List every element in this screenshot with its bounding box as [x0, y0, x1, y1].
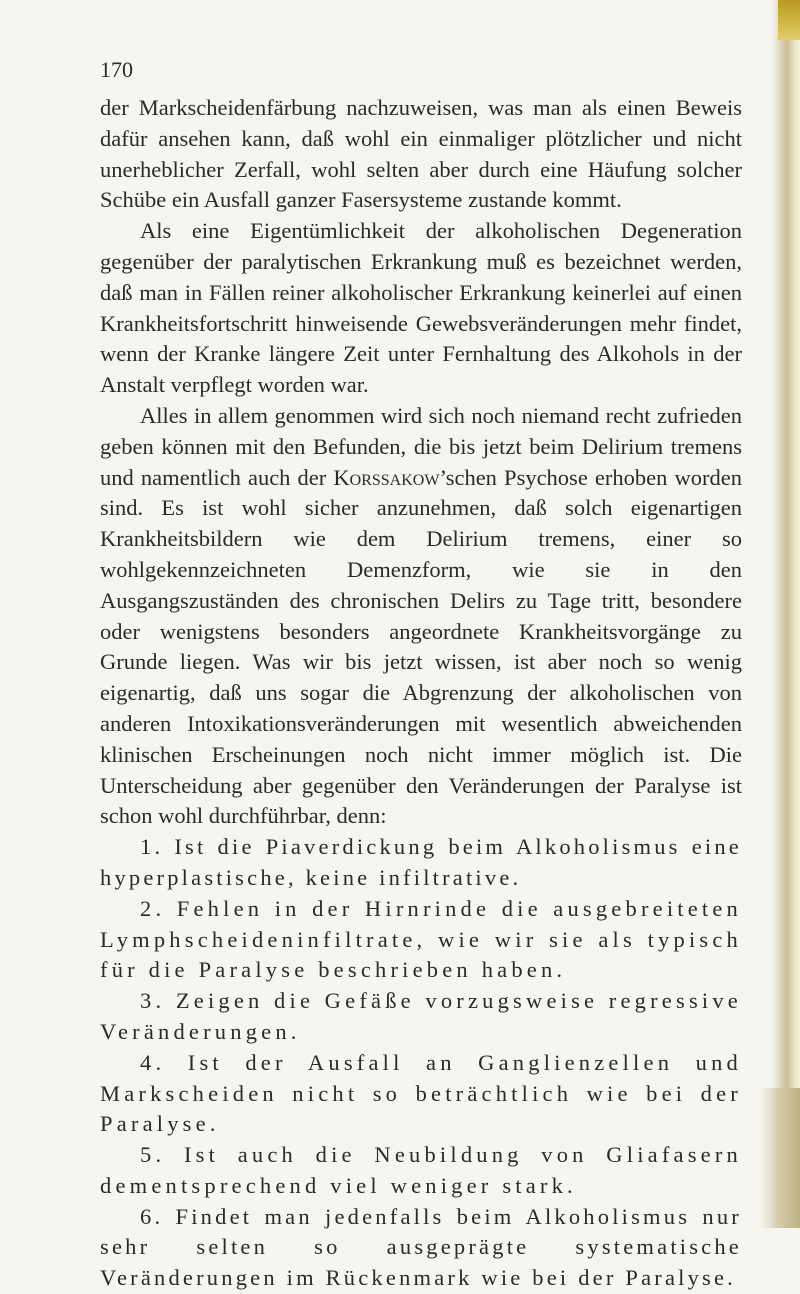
- list-item-1: [100, 832, 742, 894]
- paragraph-3: [100, 401, 742, 832]
- list-number: 5.: [140, 1142, 166, 1168]
- list-number: 6.: [140, 1203, 164, 1229]
- list-item-2: [100, 894, 742, 986]
- paragraph-1: der Markscheidenfärbung nachzuweisen, was man als einen Beweis dafür ansehen kann, daß wohl ein einmaliger plötzlicher und nicht unerheblicher Zerfall, wohl selten aber durch eine Häufung solcher Schübe ein Ausfall ganzer Fasersysteme zustande kommt.: [100, 95, 742, 213]
- page-edge-stain-top: [778, 0, 800, 40]
- list-text: Ist auch die Neubildung von Gliafasern dementsprechend viel weniger stark.: [100, 1142, 742, 1198]
- list-text: Fehlen in der Hirnrinde die ausgebreiteten Lymphscheideninfiltrate, wie wir sie als typisch für die Paralyse beschrieben haben.: [100, 895, 743, 983]
- author-name-korssakow: Korssakow: [333, 464, 440, 490]
- list-item-5: [100, 1140, 742, 1202]
- list-item-6: [100, 1202, 742, 1294]
- paragraph-3-start: Alles in allem genommen wird sich noch niemand recht zufrieden geben können mit den Befunden, die bis jetzt beim Delirium tremens und namentlich auch der: [100, 402, 742, 490]
- paragraph-2: Als eine Eigentümlichkeit der alkoholischen Degeneration gegenüber der paralytischen Erkrankung muß es bezeichnet werden, daß man in Fällen reiner alkoholischer Erkrankung keinerlei auf einen Krankheitsfortschritt hinweisende Gewebsveränderungen mehr findet, wenn der Kranke längere Zeit unter Fernhaltung des Alkohols in der Anstalt verpflegt worden war.: [100, 218, 742, 398]
- list-text: Ist die Piaverdickung beim Alkoholismus eine hyperplastische, keine infiltrative.: [100, 834, 742, 890]
- list-item-3: [100, 986, 742, 1048]
- list-number: 3.: [140, 988, 166, 1014]
- list-text: Ist der Ausfall an Ganglienzellen und Markscheiden nicht so beträchtlich wie bei der Paralyse.: [100, 1049, 742, 1137]
- list-number: 1.: [140, 834, 164, 860]
- page-number: 170: [100, 57, 133, 82]
- page-edge-stain-bottom: [760, 1088, 800, 1228]
- list-text: Zeigen die Gefäße vorzugsweise regressive Veränderungen.: [100, 988, 742, 1044]
- paragraph-3-rest: ’schen Psychose erhoben worden sind. Es ist wohl sicher anzunehmen, daß solch eigenartigen Krankheitsbildern wie dem Delirium tremens, einer so wohlgekennzeichneten Demenzform, wie sie in den Ausgangszuständen des chronischen Delirs zu Tage tritt, besondere oder wenigstens besonders angeordnete Krankheitsvorgänge zu Grunde liegen. Was wir bis jetzt wissen, ist aber noch so wenig eigenartig, daß uns sogar die Abgrenzung der alkoholischen von anderen Intoxikationsveränderungen mit wesentlich abweichenden klinischen Erscheinungen noch nicht immer möglich ist. Die Unterscheidung aber gegenüber den Veränderungen der Paralyse ist schon wohl durchführbar, denn:: [100, 464, 742, 829]
- list-text: Findet man jedenfalls beim Alkoholismus nur sehr selten so ausgeprägte systematische Veränderungen im Rückenmark wie bei der Paralyse.: [100, 1203, 742, 1291]
- body-text: [100, 93, 742, 1294]
- page-edge-shadow: [772, 0, 800, 1228]
- list-number: 4.: [140, 1049, 166, 1075]
- list-item-4: [100, 1048, 742, 1140]
- list-number: 2.: [140, 895, 166, 921]
